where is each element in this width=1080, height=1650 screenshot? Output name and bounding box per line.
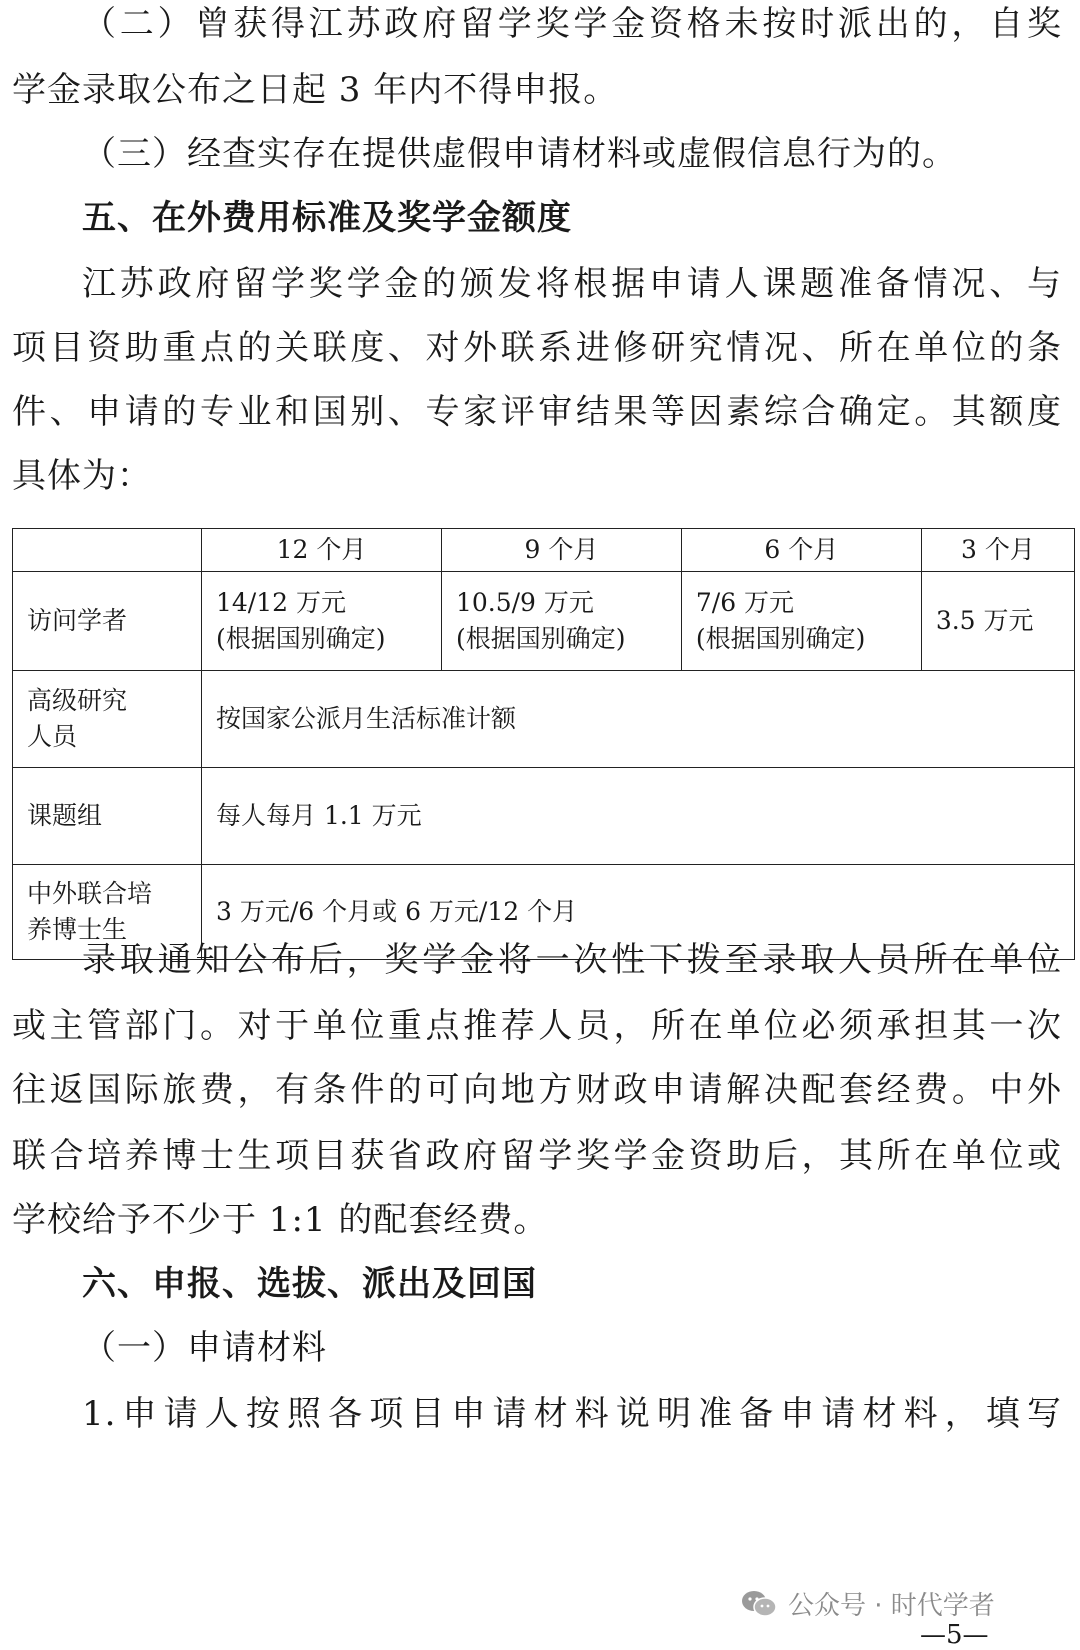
paragraph-line: （二）曾获得江苏政府留学奖学金资格未按时派出的，自奖 [82, 4, 1062, 44]
cell-note: (根据国别确定) [695, 624, 866, 653]
table-cell: 3 万元/6 个月或 6 万元/12 个月 [202, 865, 1075, 960]
table-header-cell: 9 个月 [441, 529, 681, 572]
table-cell [441, 572, 681, 671]
paragraph-line: 学金录取公布之日起 3 年内不得申报。 [12, 70, 619, 110]
cell-note: (根据国别确定) [216, 624, 386, 653]
table-row [13, 671, 1075, 768]
row-label-line: 人员 [27, 722, 78, 751]
table-header-cell: 3 个月 [921, 529, 1074, 572]
table-row [13, 572, 1075, 671]
table-cell: 按国家公派月生活标准计额 [202, 671, 1075, 768]
paragraph-line: （三）经查实存在提供虚假申请材料或虚假信息行为的。 [82, 134, 957, 174]
table-row [13, 768, 1075, 865]
paragraph-line: 1.申请人按照各项目申请材料说明准备申请材料，填写 [82, 1394, 1062, 1434]
paragraph-line: 往返国际旅费，有条件的可向地方财政申请解决配套经费。中外 [12, 1070, 1062, 1110]
row-label-visiting-scholar: 访问学者 [13, 572, 202, 671]
paragraph-line: 江苏政府留学奖学金的颁发将根据申请人课题准备情况、与 [82, 264, 1062, 304]
row-label-line: 中外联合培 [27, 879, 153, 908]
section-heading-5: 五、在外费用标准及奖学金额度 [82, 198, 572, 238]
paragraph-line: 学校给予不少于 1:1 的配套经费。 [12, 1200, 549, 1240]
row-label-line: 养博士生 [27, 915, 128, 944]
wechat-watermark [740, 1585, 995, 1622]
paragraph-line: 项目资助重点的关联度、对外联系进修研究情况、所在单位的条 [12, 328, 1062, 368]
row-label-senior-researcher [13, 671, 202, 768]
table-cell [202, 572, 442, 671]
page-number: —5— [920, 1620, 989, 1650]
row-label-line: 高级研究 [27, 686, 128, 715]
table-header-cell [13, 529, 202, 572]
paragraph-line: 或主管部门。对于单位重点推荐人员，所在单位必须承担其一次 [12, 1006, 1062, 1046]
scholarship-quota-table [12, 528, 1075, 960]
table-cell: 每人每月 1.1 万元 [202, 768, 1075, 865]
table-header-cell: 12 个月 [202, 529, 442, 572]
cell-note: (根据国别确定) [455, 624, 626, 653]
table-cell: 3.5 万元 [921, 572, 1074, 671]
subsection-heading: （一）申请材料 [82, 1328, 327, 1368]
row-label-project-group: 课题组 [13, 768, 202, 865]
paragraph-line: 录取通知公布后，奖学金将一次性下拨至录取人员所在单位 [82, 940, 1062, 980]
table-cell [681, 572, 921, 671]
table-header-row [13, 529, 1075, 572]
paragraph-line: 联合培养博士生项目获省政府留学奖学金资助后，其所在单位或 [12, 1136, 1062, 1176]
section-heading-6: 六、申报、选拔、派出及回国 [82, 1264, 537, 1304]
paragraph-line: 具体为： [12, 456, 152, 496]
paragraph-line: 件、申请的专业和国别、专家评审结果等因素综合确定。其额度 [12, 392, 1062, 432]
table-header-cell: 6 个月 [681, 529, 921, 572]
wechat-icon [740, 1589, 778, 1619]
cell-amount: 14/12 万元 [216, 588, 346, 617]
watermark-text: 公众号 · 时代学者 [788, 1591, 995, 1621]
cell-amount: 7/6 万元 [695, 588, 795, 617]
cell-amount: 10.5/9 万元 [455, 588, 594, 617]
